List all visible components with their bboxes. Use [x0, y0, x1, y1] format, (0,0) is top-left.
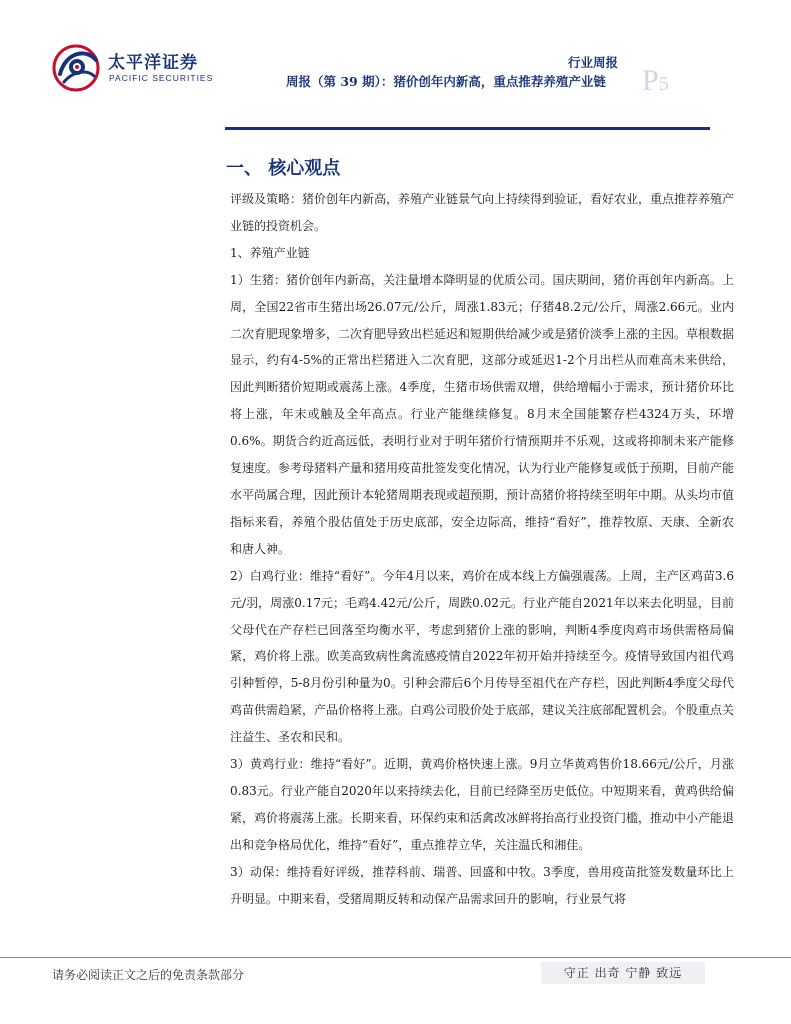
page-number-prefix: P — [642, 64, 659, 97]
logo-chinese-name: 太平洋证券 — [108, 53, 198, 73]
rating-strategy-paragraph: 评级及策略：猪价创年内新高，养殖产业链景气向上持续得到验证，看好农业，重点推荐养殖产业链的投资机会。 — [230, 192, 735, 233]
animal-health-paragraph: 3）动保：维持看好评级，推荐科前、瑞普、回盛和中牧。3季度，兽用疫苗批签发数量环比上升明显。中期来看，受猪周期反转和动保产品需求回升的影响，行业景气将 — [230, 864, 734, 906]
report-title: 周报（第 39 期）：猪价创年内新高，重点推荐养殖产业链 — [286, 74, 606, 89]
section-title: 一、 核心观点 — [226, 158, 341, 179]
pacific-securities-emblem-icon — [52, 40, 104, 96]
report-body — [230, 186, 734, 912]
page-number — [642, 66, 669, 96]
hog-paragraph: 1）生猪：猪价创年内新高，关注量增本降明显的优质公司。国庆期间，猪价再创年内新高。上周，全国22省市生猪出场26.07元/公斤，周涨1.83元；仔猪48.2元/公斤，周涨2.66元。业内二次育肥现象增多，二次育肥导致出栏延迟和短期供给减少或是猪价淡季上涨的主因。草根数据显示，约有4-5%的正常出栏猪进入二次育肥，这部分或延迟1-2个月出栏从而难高未来供给，因此判断猪价短期或震荡上涨。4季度，生猪市场供需双增，供给增幅小于需求，预计猪价环比将上涨，年末或触及全年高点。行业产能继续修复。8月末全国能繁存栏4324万头，环增0.6%。期货合约近高远低，表明行业对于明年猪价行情预期并不乐观，这或将抑制未来产能修复速度。参考母猪料产量和猪用疫苗批签发变化情况，认为行业产能修复或低于预期，目前产能水平尚属合理，因此预计本轮猪周期表现或超预期，预计高猪价将持续至明年中期。从头均市值指标来看，养殖个股估值处于历史底部，安全边际高，维持“看好”，推荐牧原、天康、全新农和唐人神。 — [230, 272, 735, 556]
footer-disclaimer[interactable]: 请务必阅读正文之后的免责条款部分 — [52, 968, 245, 982]
report-type-label: 行业周报 — [568, 55, 619, 70]
logo-english-name: PACIFIC SECURITIES — [109, 73, 214, 83]
footer-divider — [0, 957, 791, 958]
company-logo[interactable] — [52, 40, 212, 96]
subsection-heading: 1、养殖产业链 — [230, 245, 310, 260]
header-divider — [225, 127, 710, 130]
page-header — [0, 0, 791, 130]
page-number-value: 5 — [658, 73, 669, 95]
yellow-chicken-paragraph: 3）黄鸡行业：维持“看好”。近期，黄鸡价格快速上涨。9月立华黄鸡售价18.66元/公斤，月涨0.83元。行业产能自2020年以来持续去化，目前已经降至历史低位。中短期来看，黄鸡供给偏紧，鸡价将震荡上涨。长期来看，环保约束和活禽改冰鲜将抬高行业投资门槛，推动中小产能退出和竞争格局优化，维持“看好”，重点推荐立华，关注温氏和湘佳。 — [230, 757, 735, 852]
white-chicken-paragraph: 2）白鸡行业：维持“看好”。今年4月以来，鸡价在成本线上方偏强震荡。上周，主产区鸡苗3.6元/羽，周涨0.17元；毛鸡4.42元/公斤，周跌0.02元。行业产能自2021年以来去化明显，目前父母代在产存栏已回落至均衡水平，考虑到猪价上涨的影响，判断4季度肉鸡市场供需格局偏紧，鸡价将上涨。欧美高致病性禽流感疫情自2022年初开始并持续至今。疫情导致国内祖代鸡引种暂停，5-8月份引种量为0。引种会滞后6个月传导至祖代在产存栏，因此判断4季度父母代鸡苗供需趋紧，产品价格将上涨。白鸡公司股价处于底部，建议关注底部配置机会。个股重点关注益生、圣农和民和。 — [230, 568, 735, 745]
footer-slogan: 守正 出奇 宁静 致远 — [541, 962, 705, 984]
